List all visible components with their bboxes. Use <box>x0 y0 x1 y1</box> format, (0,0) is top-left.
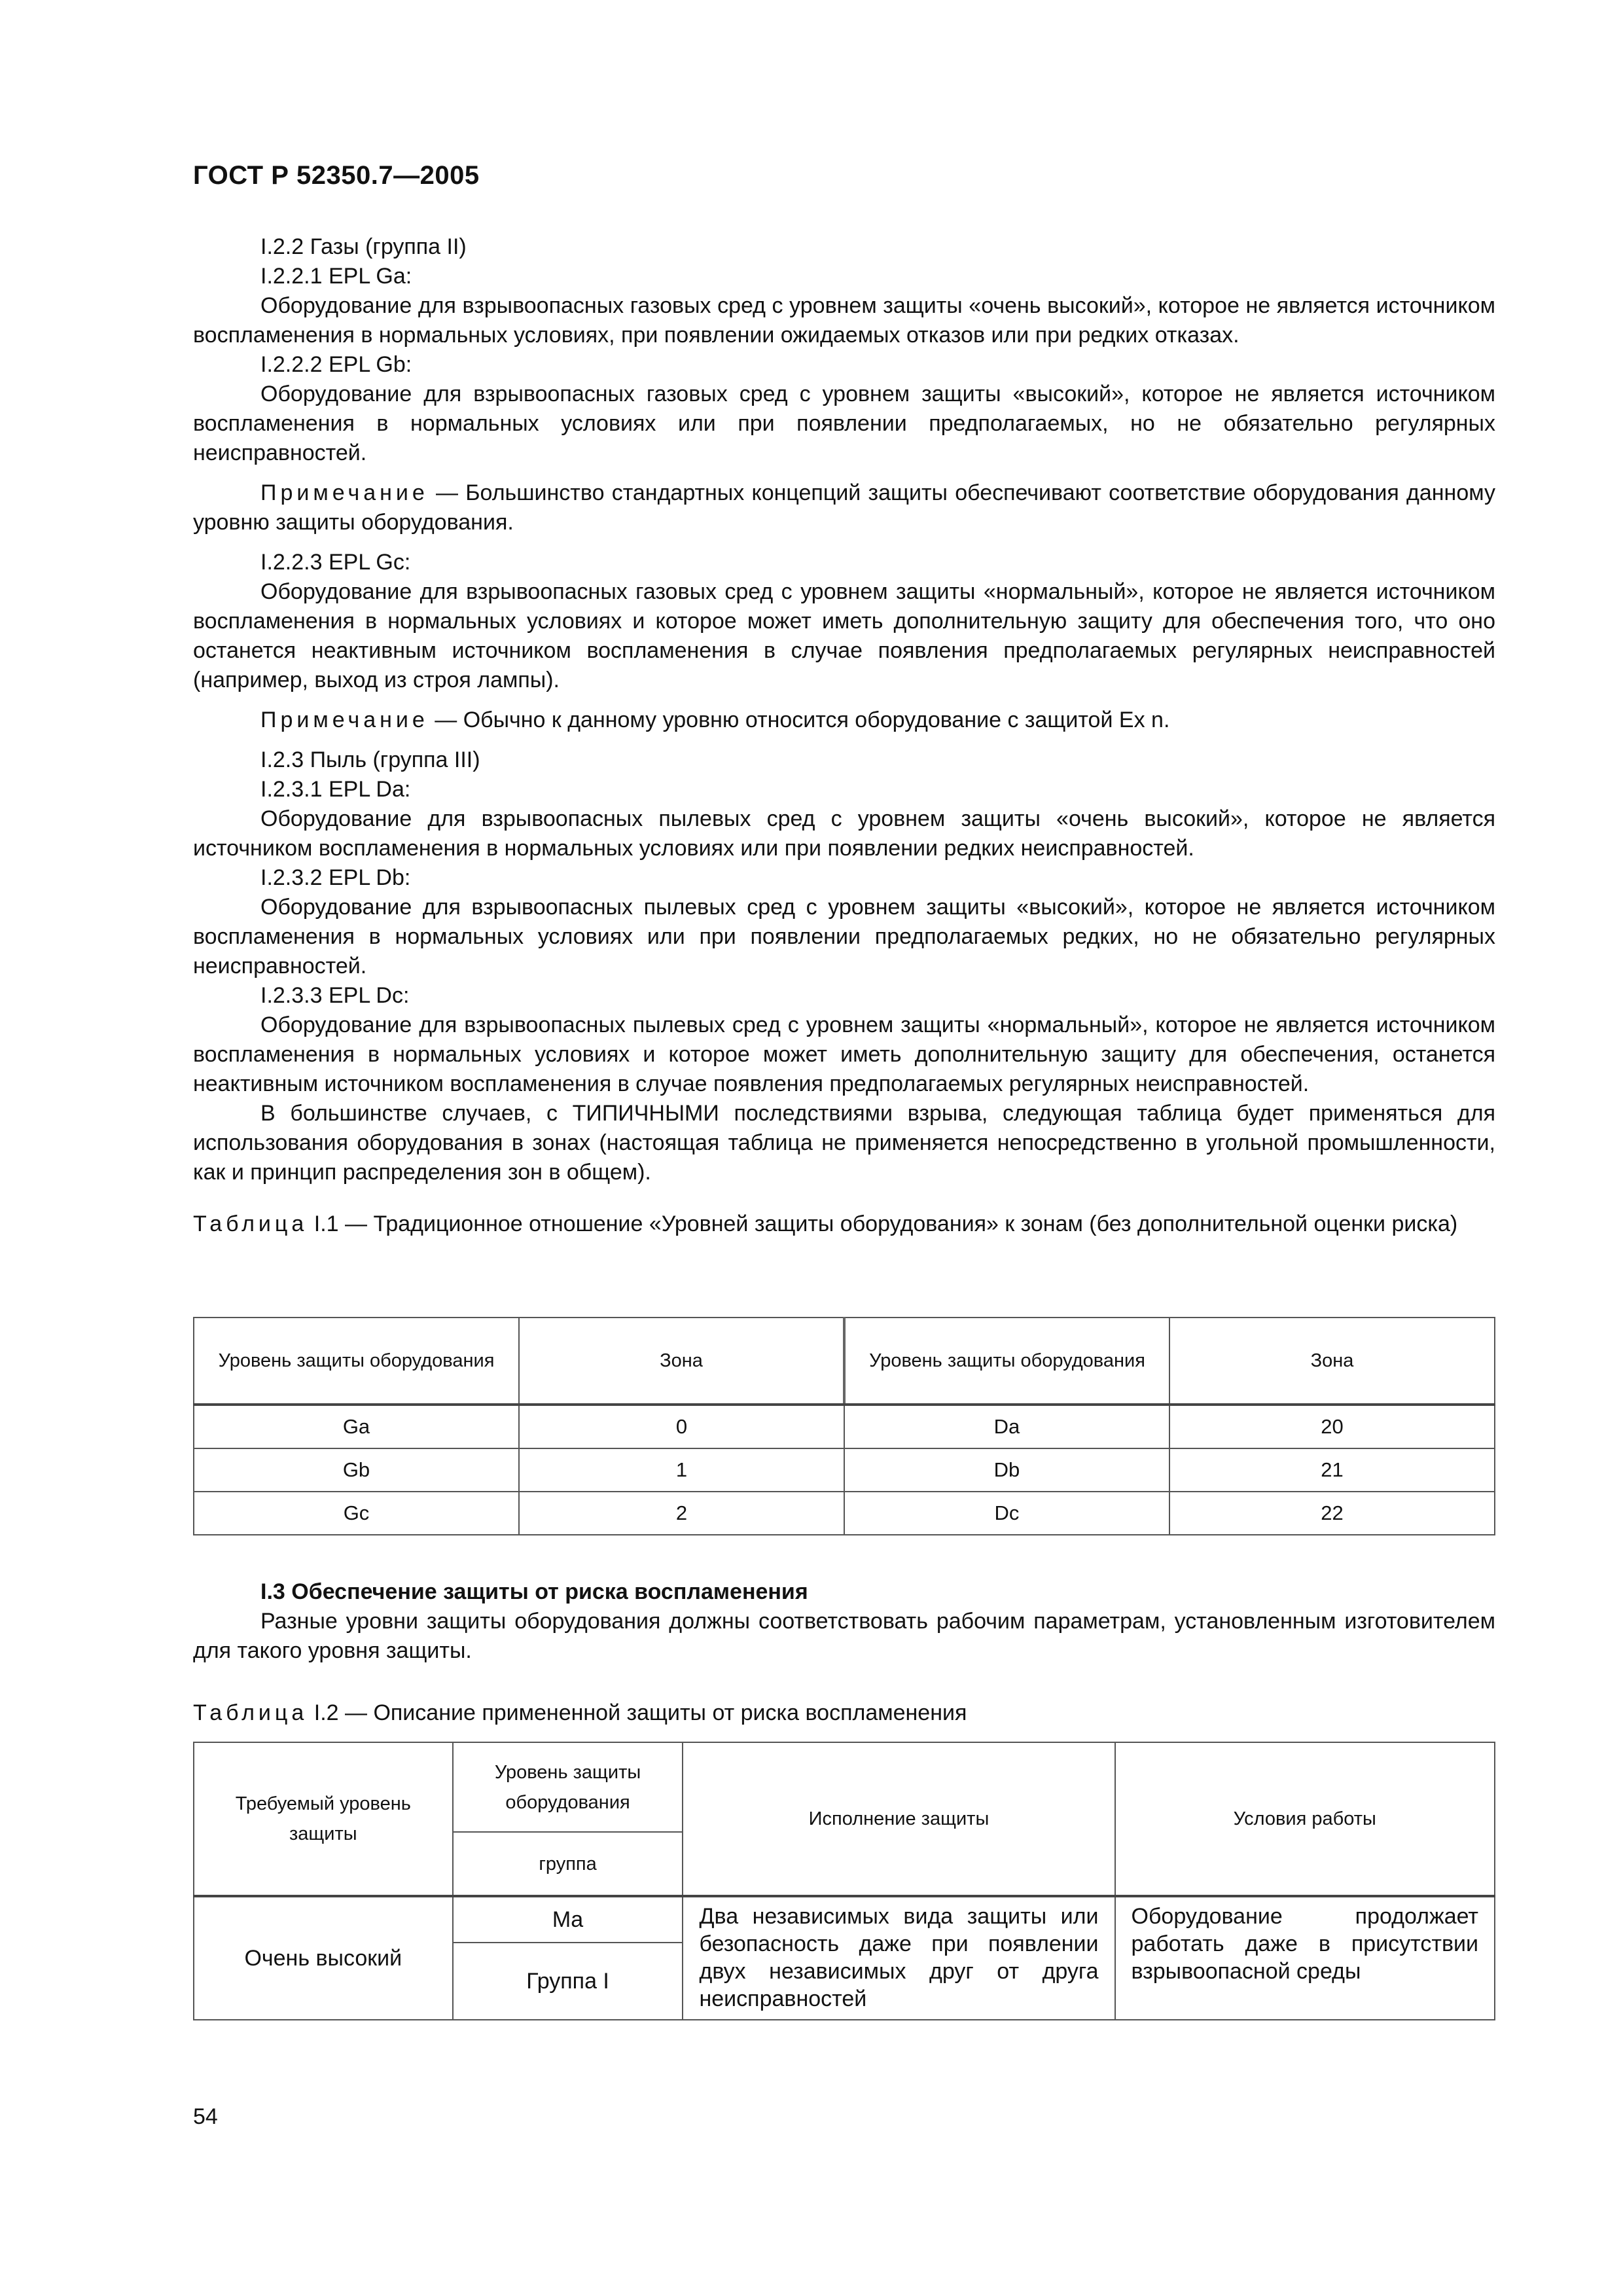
table-cell: Da <box>844 1405 1169 1448</box>
table-2-cell-level: Очень высокий <box>194 1896 453 2020</box>
table-1-caption <box>193 1210 1495 1239</box>
paragraph-zones: В большинстве случаев, с ТИПИЧНЫМИ последствиями взрыва, следующая таблица будет применяться для использования оборудования в зонах (настоящая таблица не применяется непосредственно в угольной промышленности, как и принцип распределения зон в общем). <box>193 1101 1495 1185</box>
paragraph-section-1-3: Разные уровни защиты оборудования должны соответствовать рабочим параметрам, установленным изготовителем для такого уровня защиты. <box>193 1609 1495 1663</box>
table-label: Таблица <box>193 1211 308 1236</box>
subsection-heading-1-2-2-3: I.2.2.3 EPL Gc: <box>260 550 411 575</box>
table-1-header-zone: Зона <box>519 1318 844 1405</box>
subsection-heading-1-2-3-1: I.2.3.1 EPL Da: <box>260 777 411 802</box>
subsection-heading-1-2-3-2: I.2.3.2 EPL Db: <box>260 865 411 890</box>
note-label: Примечание <box>260 708 429 732</box>
table-2-caption <box>193 1698 967 1728</box>
page-number: 54 <box>193 2104 218 2129</box>
table-2-cell-conditions: Оборудование продолжает работать даже в присутствии взрывоопасной среды <box>1115 1896 1495 2020</box>
table-cell: 1 <box>519 1448 844 1492</box>
table-row <box>194 1405 1495 1448</box>
table-2-cell-epl: Ma <box>453 1896 683 1943</box>
section-1-3 <box>193 1577 1495 1666</box>
table-2-caption-text: I.2 — Описание примененной защиты от риска воспламенения <box>308 1700 967 1725</box>
section-heading-1-2-2: I.2.2 Газы (группа II) <box>260 234 467 259</box>
section-heading-1-3: I.3 Обеспечение защиты от риска воспламенения <box>260 1579 808 1604</box>
table-2-header-execution: Исполнение защиты <box>683 1742 1115 1896</box>
table-row <box>194 1896 1495 1943</box>
table-2-header-epl: Уровень защиты оборудования <box>453 1742 683 1832</box>
table-2-cell-execution: Два независимых вида защиты или безопасность даже при появлении двух независимых друг от друга неисправностей <box>683 1896 1115 2020</box>
note-2-text: — Обычно к данному уровню относится оборудование с защитой Ex n. <box>428 708 1170 732</box>
table-cell: Gb <box>194 1448 519 1492</box>
paragraph-epl-dc: Оборудование для взрывоопасных пылевых сред с уровнем защиты «нормальный», которое не является источником воспламенения в нормальных условиях и которое может иметь дополнительную защиту для обеспечения, останется неактивным источником воспламенения в случае появления предполагаемых регулярных неисправностей. <box>193 1013 1495 1096</box>
note-2 <box>193 706 1495 735</box>
paragraph-epl-db: Оборудование для взрывоопасных пылевых сред с уровнем защиты «высокий», которое не является источником воспламенения в нормальных условиях или при появлении предполагаемых редких, но не обязательно регулярных неисправностей. <box>193 895 1495 978</box>
paragraph-epl-da: Оборудование для взрывоопасных пылевых сред с уровнем защиты «очень высокий», которое не является источником воспламенения в нормальных условиях или при появлении редких неисправностей. <box>193 806 1495 861</box>
table-cell: Ga <box>194 1405 519 1448</box>
table-row <box>194 1492 1495 1535</box>
table-cell: 0 <box>519 1405 844 1448</box>
table-1-header-zone: Зона <box>1169 1318 1495 1405</box>
table-cell: Gc <box>194 1492 519 1535</box>
table-cell: 21 <box>1169 1448 1495 1492</box>
table-2 <box>193 1742 1495 2020</box>
subsection-heading-1-2-2-2: I.2.2.2 EPL Gb: <box>260 352 412 377</box>
table-2-header-required-level: Требуемый уровень защиты <box>194 1742 453 1896</box>
table-cell: Dc <box>844 1492 1169 1535</box>
note-1-text: — Большинство стандартных концепций защиты обеспечивают соответствие оборудования данному уровню защиты оборудования. <box>193 480 1495 535</box>
paragraph-epl-gb: Оборудование для взрывоопасных газовых сред с уровнем защиты «высокий», которое не является источником воспламенения в нормальных условиях или при появлении предполагаемых, но не обязательно регулярных неисправностей. <box>193 382 1495 465</box>
section-heading-1-2-3: I.2.3 Пыль (группа III) <box>260 747 480 772</box>
paragraph-epl-gc: Оборудование для взрывоопасных газовых сред с уровнем защиты «нормальный», которое не является источником воспламенения в нормальных условиях и которое может иметь дополнительную защиту для обеспечения того, что оно останется неактивным источником воспламенения в случае появления предполагаемых регулярных неисправностей (например, выход из строя лампы). <box>193 579 1495 692</box>
table-cell: Db <box>844 1448 1169 1492</box>
subsection-heading-1-2-2-1: I.2.2.1 EPL Ga: <box>260 264 412 289</box>
subsection-heading-1-2-3-3: I.2.3.3 EPL Dc: <box>260 983 410 1008</box>
main-text <box>193 232 1495 1251</box>
table-row <box>194 1448 1495 1492</box>
document-id-header: ГОСТ Р 52350.7—2005 <box>193 161 480 190</box>
table-1-header-epl: Уровень защиты оборудования <box>194 1318 519 1405</box>
note-1 <box>193 478 1495 537</box>
table-cell: 20 <box>1169 1405 1495 1448</box>
table-1 <box>193 1317 1495 1535</box>
table-1-header-epl: Уровень защиты оборудования <box>844 1318 1169 1405</box>
table-cell: 2 <box>519 1492 844 1535</box>
note-label: Примечание <box>260 480 429 505</box>
table-label: Таблица <box>193 1700 308 1725</box>
table-2-header-conditions: Условия работы <box>1115 1742 1495 1896</box>
table-cell: 22 <box>1169 1492 1495 1535</box>
table-2-cell-group: Группа I <box>453 1943 683 2020</box>
table-2-header-group: группа <box>453 1832 683 1896</box>
table-1-caption-text: I.1 — Традиционное отношение «Уровней защиты оборудования» к зонам (без дополнительной оценки риска) <box>308 1211 1458 1236</box>
paragraph-epl-ga: Оборудование для взрывоопасных газовых сред с уровнем защиты «очень высокий», которое не является источником воспламенения в нормальных условиях, при появлении ожидаемых отказов или при редких отказах. <box>193 293 1495 348</box>
